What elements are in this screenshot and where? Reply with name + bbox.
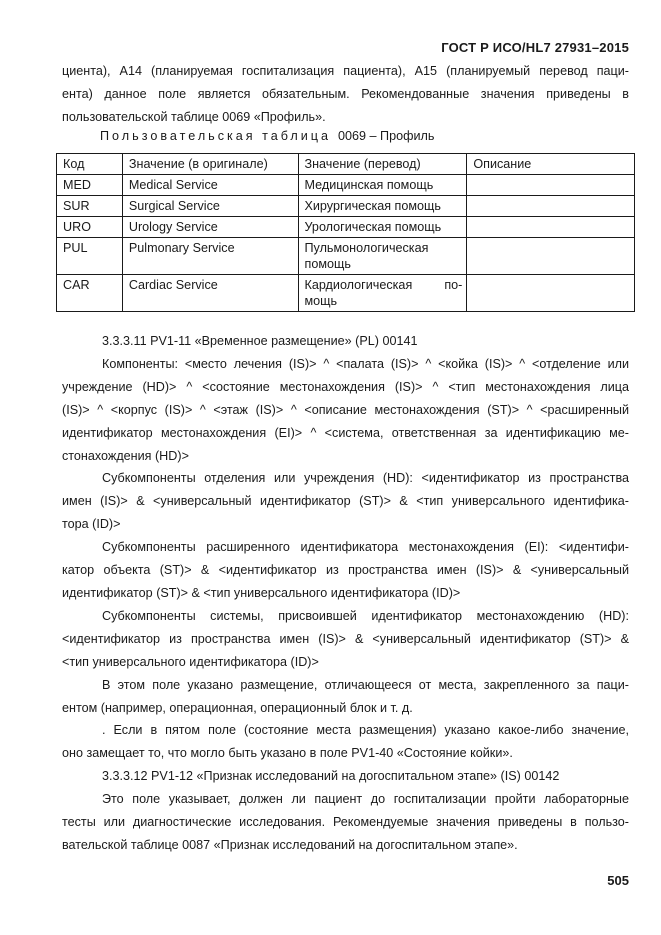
cell-description — [467, 196, 635, 217]
cell-description — [467, 275, 635, 312]
text-line: оно замещает то, что могло быть указано в поле PV1-40 «Состояние койки». — [62, 746, 513, 761]
translation-line: Урологическая помощь — [304, 220, 442, 234]
table-row — [57, 217, 635, 238]
column-header: Значение (перевод) — [298, 154, 467, 175]
text-line: ентом (например, операционная, операционный блок и т. д. — [62, 700, 413, 715]
cell-translation — [298, 275, 467, 312]
column-header: Значение (в оригинале) — [122, 154, 298, 175]
text-line: циента), А14 (планируемая госпитализация пациента), А15 (планируемый перевод паци- — [62, 64, 629, 78]
table-row — [57, 196, 635, 217]
cell-original: Medical Service — [122, 175, 298, 196]
cell-description — [467, 175, 635, 196]
text-line: тесты или диагностические исследования. Рекомендуемые значения приведены в пользо- — [62, 815, 629, 830]
cell-code: CAR — [57, 275, 123, 312]
cell-original: Cardiac Service — [122, 275, 298, 312]
section-heading: 3.3.3.12 PV1-12 «Признак исследований на догоспитальном этапе» (IS) 00142 — [102, 769, 560, 784]
translation-line: Медицинская помощь — [304, 178, 434, 192]
translation-line: Хирургическая помощь — [304, 199, 441, 213]
table-row — [57, 275, 635, 312]
table-caption-suffix: 0069 – Профиль — [338, 129, 435, 143]
text-line: <идентификатор из пространства имен (IS)> & <универсальный идентификатор (ST)> & — [62, 631, 629, 646]
cell-original: Pulmonary Service — [122, 238, 298, 275]
text-line: ента) данное поле является обязательным. Рекомендованные значения приведены в — [62, 86, 629, 101]
document-header: ГОСТ Р ИСО/HL7 27931–2015 — [441, 40, 629, 55]
text-line: . Если в пятом поле (состояние места размещения) указано какое-либо значение, — [102, 723, 629, 738]
text-line: пользовательской таблице 0069 «Профиль». — [62, 109, 326, 124]
table-caption — [100, 129, 434, 143]
text-line: тора (ID)> — [62, 517, 121, 532]
text-line: (IS)> ^ <корпус (IS)> ^ <этаж (IS)> ^ <описание местонахождения (ST)> ^ <расширенный — [62, 402, 629, 417]
translation-line: мощь — [304, 294, 338, 308]
cell-code: MED — [57, 175, 123, 196]
cell-translation — [298, 196, 467, 217]
text-line: Это поле указывает, должен ли пациент до госпитализации пройти лабораторные — [102, 792, 629, 807]
cell-original: Urology Service — [122, 217, 298, 238]
translation-line: Кардиологическая по- — [304, 278, 463, 292]
text-line: имен (IS)> & <универсальный идентификатор (ST)> & <тип универсального идентифика- — [62, 494, 629, 509]
table-header-row — [57, 154, 635, 175]
cell-translation — [298, 217, 467, 238]
table-row — [57, 238, 635, 275]
cell-code: URO — [57, 217, 123, 238]
cell-description — [467, 238, 635, 275]
column-header: Описание — [467, 154, 635, 175]
cell-translation — [298, 175, 467, 196]
text-line: стонахождения (HD)> — [62, 448, 189, 463]
body-text — [62, 330, 629, 857]
text-line: катор объекта (ST)> & <идентификатор из пространства имен (IS)> & <универсальный — [62, 563, 629, 578]
text-line: Субкомпоненты отделения или учреждения (HD): <идентификатор из пространства — [102, 471, 629, 486]
text-line: <тип универсального идентификатора (ID)> — [62, 654, 319, 669]
translation-line: помощь — [304, 257, 351, 271]
cell-code: PUL — [57, 238, 123, 275]
text-line: В этом поле указано размещение, отличающееся от места, закрепленного за паци- — [102, 677, 629, 692]
intro-paragraph — [62, 60, 629, 129]
text-line: Компоненты: <место лечения (IS)> ^ <палата (IS)> ^ <койка (IS)> ^ <отделение или — [102, 356, 629, 371]
cell-original: Surgical Service — [122, 196, 298, 217]
text-line: идентификатор местонахождения (EI)> ^ <система, ответственная за идентификацию ме- — [62, 425, 629, 440]
text-line: идентификатор (ST)> & <тип универсального идентификатора (ID)> — [62, 585, 461, 600]
profile-table — [56, 153, 635, 312]
text-line: вательской таблице 0087 «Признак исследований на догоспитальном этапе». — [62, 837, 518, 852]
table-caption-prefix: Пользовательская таблица — [100, 129, 332, 143]
cell-translation — [298, 238, 467, 275]
section-heading: 3.3.3.11 PV1-11 «Временное размещение» (PL) 00141 — [102, 334, 418, 348]
table-row — [57, 175, 635, 196]
column-header: Код — [57, 154, 123, 175]
text-line: Субкомпоненты расширенного идентификатора местонахождения (EI): <идентифи- — [102, 540, 629, 555]
translation-line: Пульмонологическая — [304, 241, 429, 255]
text-line: учреждение (HD)> ^ <состояние местонахождения (IS)> ^ <тип местонахождения лица — [62, 379, 629, 394]
text-line: Субкомпоненты системы, присвоившей идентификатор местонахождению (HD): — [102, 608, 629, 623]
page-number: 505 — [607, 873, 629, 888]
cell-code: SUR — [57, 196, 123, 217]
cell-description — [467, 217, 635, 238]
